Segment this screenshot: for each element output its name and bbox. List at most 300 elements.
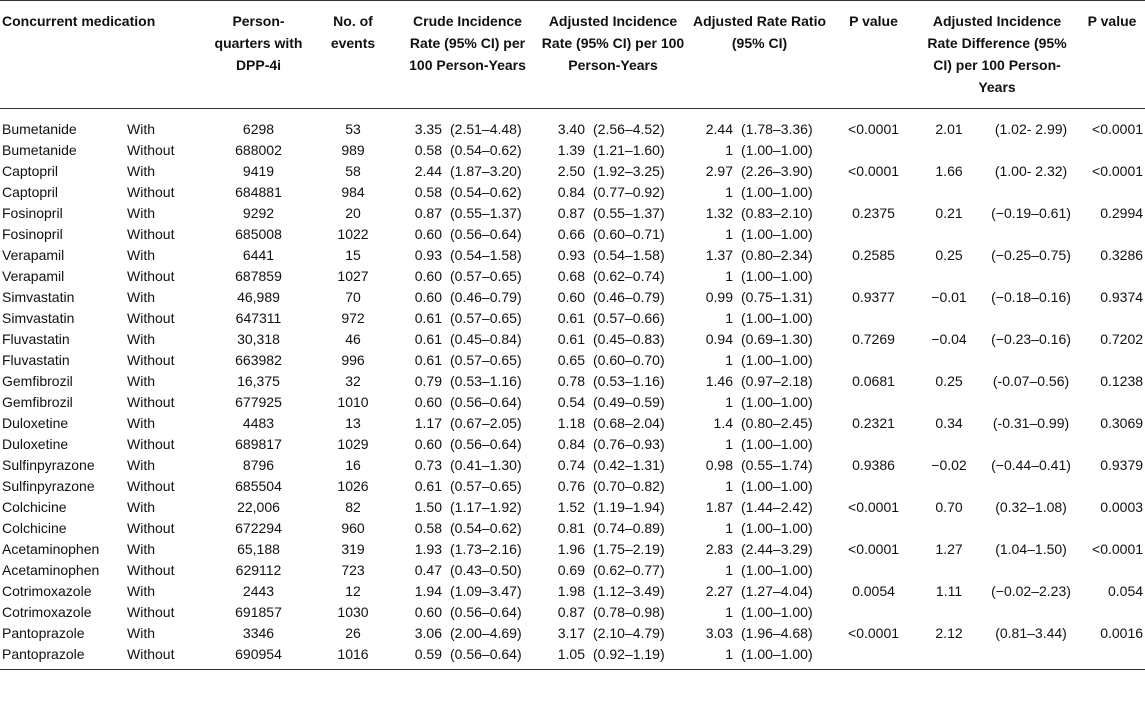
rate-difference-ci-cell: (-0.07–0.56): [992, 373, 1070, 389]
rate-difference-cell: [915, 182, 983, 203]
p-value-2-cell: [1079, 518, 1145, 539]
rate-ratio-cell: 1.4: [713, 415, 733, 431]
table-row: [0, 581, 1145, 602]
drug-cell: Acetaminophen: [2, 541, 100, 557]
drug-cell: Colchicine: [2, 499, 67, 515]
p-value-2-cell: <0.0001: [1092, 163, 1144, 179]
rate-ratio-cell: 1: [725, 142, 733, 158]
table-row: [0, 476, 1145, 497]
rate-difference-ci-cell: [983, 560, 1079, 581]
rate-difference-ci-cell: [983, 266, 1079, 287]
crude-ci-cell: (0.56–0.64): [450, 646, 522, 662]
p-value-1-cell: [832, 644, 915, 670]
p-value-1-cell: [832, 518, 915, 539]
person-quarters-cell: 3346: [242, 625, 275, 641]
adjusted-rate-cell: 0.65: [557, 352, 585, 368]
rate-difference-cell: 2.01: [935, 121, 963, 137]
crude-rate-cell: 0.58: [414, 184, 442, 200]
p-value-2-cell: [1079, 308, 1145, 329]
adjusted-ci-cell: (0.42–1.31): [593, 457, 665, 473]
header-rate-difference: Adjusted Incidence Rate Difference (95% CI) per 100 Person-Years: [927, 13, 1067, 95]
p-value-1-cell: [832, 602, 915, 623]
rate-ratio-cell: 1.32: [705, 205, 733, 221]
rate-ratio-cell: 1: [725, 394, 733, 410]
p-value-1-cell: [832, 392, 915, 413]
drug-cell: Pantoprazole: [2, 625, 85, 641]
p-value-2-cell: 0.7202: [1100, 331, 1144, 347]
crude-ci-cell: (0.57–0.65): [450, 478, 522, 494]
rate-difference-ci-cell: (−0.19–0.61): [991, 205, 1071, 221]
events-cell: 1030: [337, 604, 369, 620]
adjusted-ci-cell: (2.56–4.52): [593, 121, 665, 137]
rate-ratio-cell: 0.94: [705, 331, 733, 347]
exposure-cell: Without: [127, 226, 175, 242]
adjusted-ci-cell: (1.75–2.19): [593, 541, 665, 557]
crude-ci-cell: (0.45–0.84): [450, 331, 522, 347]
person-quarters-cell: 689817: [235, 436, 282, 452]
p-value-2-cell: [1079, 350, 1145, 371]
p-value-2-cell: [1079, 266, 1145, 287]
exposure-cell: With: [127, 625, 155, 641]
crude-ci-cell: (0.57–0.65): [450, 352, 522, 368]
adjusted-ci-cell: (0.76–0.93): [593, 436, 665, 452]
drug-cell: Captopril: [2, 163, 59, 179]
rate-ratio-cell: 1: [725, 436, 733, 452]
events-cell: 984: [341, 184, 365, 200]
events-cell: 1010: [337, 394, 369, 410]
exposure-cell: With: [127, 541, 155, 557]
rate-difference-cell: 0.25: [935, 373, 963, 389]
p-value-2-cell: <0.0001: [1092, 121, 1144, 137]
rate-difference-ci-cell: [983, 518, 1079, 539]
person-quarters-cell: 684881: [235, 184, 282, 200]
adjusted-ci-cell: (0.45–0.83): [593, 331, 665, 347]
crude-rate-cell: 0.60: [414, 604, 442, 620]
rate-ratio-ci-cell: (1.27–4.04): [741, 583, 813, 599]
drug-cell: Verapamil: [2, 247, 65, 263]
rate-difference-ci-cell: (−0.18–0.16): [991, 289, 1071, 305]
person-quarters-cell: 6298: [242, 121, 275, 137]
crude-ci-cell: (0.67–2.05): [450, 415, 522, 431]
rate-difference-cell: 0.34: [935, 415, 963, 431]
person-quarters-cell: 677925: [235, 394, 282, 410]
p-value-1-cell: [832, 308, 915, 329]
adjusted-ci-cell: (0.92–1.19): [593, 646, 665, 662]
adjusted-rate-cell: 2.50: [557, 163, 585, 179]
events-cell: 58: [345, 163, 361, 179]
events-cell: 82: [345, 499, 361, 515]
exposure-cell: Without: [127, 604, 175, 620]
crude-ci-cell: (0.41–1.30): [450, 457, 522, 473]
rate-ratio-cell: 1: [725, 478, 733, 494]
p-value-1-cell: 0.2375: [852, 205, 895, 221]
events-cell: 996: [341, 352, 365, 368]
crude-ci-cell: (0.54–0.62): [450, 520, 522, 536]
table-row: [0, 203, 1145, 224]
rate-difference-cell: [915, 392, 983, 413]
p-value-2-cell: [1079, 644, 1145, 670]
rate-ratio-ci-cell: (1.00–1.00): [741, 394, 813, 410]
rate-difference-ci-cell: (−0.44–0.41): [991, 457, 1071, 473]
adjusted-rate-cell: 0.60: [557, 289, 585, 305]
p-value-2-cell: [1079, 182, 1145, 203]
adjusted-ci-cell: (0.57–0.66): [593, 310, 665, 326]
exposure-cell: Without: [127, 436, 175, 452]
adjusted-rate-cell: 1.18: [557, 415, 585, 431]
rate-difference-ci-cell: [983, 476, 1079, 497]
adjusted-rate-cell: 1.39: [557, 142, 585, 158]
header-adjusted-rate: Adjusted Incidence Rate (95% CI) per 100 Person-Years: [541, 13, 685, 73]
events-cell: 70: [345, 289, 361, 305]
table-row: [0, 266, 1145, 287]
events-cell: 16: [345, 457, 361, 473]
table-row: [0, 109, 1145, 141]
exposure-cell: Without: [127, 394, 175, 410]
table-row: [0, 623, 1145, 644]
rate-ratio-ci-cell: (1.00–1.00): [741, 352, 813, 368]
events-cell: 26: [345, 625, 361, 641]
adjusted-rate-cell: 0.61: [557, 310, 585, 326]
adjusted-rate-cell: 3.40: [557, 121, 585, 137]
person-quarters-cell: 685008: [235, 226, 282, 242]
rate-ratio-ci-cell: (0.97–2.18): [741, 373, 813, 389]
p-value-1-cell: <0.0001: [848, 163, 900, 179]
person-quarters-cell: 6441: [242, 247, 275, 263]
events-cell: 53: [345, 121, 361, 137]
rate-difference-cell: [915, 266, 983, 287]
adjusted-rate-cell: 0.61: [557, 331, 585, 347]
crude-ci-cell: (0.56–0.64): [450, 604, 522, 620]
drug-cell: Cotrimoxazole: [2, 583, 92, 599]
rate-ratio-ci-cell: (2.26–3.90): [741, 163, 813, 179]
crude-ci-cell: (0.43–0.50): [450, 562, 522, 578]
rate-difference-ci-cell: [983, 224, 1079, 245]
p-value-1-cell: 0.2585: [852, 247, 895, 263]
p-value-2-cell: 0.2994: [1100, 205, 1144, 221]
rate-ratio-ci-cell: (0.80–2.34): [741, 247, 813, 263]
rate-ratio-cell: 1: [725, 184, 733, 200]
events-cell: 723: [341, 562, 365, 578]
rate-ratio-ci-cell: (1.00–1.00): [741, 520, 813, 536]
events-cell: 1016: [337, 646, 369, 662]
p-value-1-cell: 0.2321: [852, 415, 895, 431]
rate-difference-ci-cell: (1.04–1.50): [995, 541, 1067, 557]
table-row: [0, 308, 1145, 329]
rate-ratio-cell: 1: [725, 520, 733, 536]
person-quarters-cell: 65,188: [237, 541, 280, 557]
rate-difference-ci-cell: [983, 602, 1079, 623]
rate-difference-cell: 0.21: [935, 205, 963, 221]
rate-ratio-ci-cell: (1.00–1.00): [741, 562, 813, 578]
rate-difference-cell: 2.12: [935, 625, 963, 641]
drug-cell: Fluvastatin: [2, 352, 70, 368]
crude-rate-cell: 0.61: [414, 310, 442, 326]
p-value-2-cell: [1079, 224, 1145, 245]
p-value-2-cell: 0.9379: [1100, 457, 1144, 473]
rate-ratio-ci-cell: (1.00–1.00): [741, 478, 813, 494]
rate-difference-ci-cell: [983, 350, 1079, 371]
rate-ratio-cell: 1: [725, 310, 733, 326]
exposure-cell: Without: [127, 520, 175, 536]
exposure-cell: Without: [127, 184, 175, 200]
crude-rate-cell: 3.06: [414, 625, 442, 641]
p-value-1-cell: [832, 224, 915, 245]
rate-ratio-cell: 0.99: [705, 289, 733, 305]
person-quarters-cell: 691857: [235, 604, 282, 620]
rate-ratio-cell: 2.27: [705, 583, 733, 599]
rate-ratio-ci-cell: (1.78–3.36): [741, 121, 813, 137]
rate-ratio-ci-cell: (2.44–3.29): [741, 541, 813, 557]
person-quarters-cell: 46,989: [237, 289, 280, 305]
table-row: [0, 539, 1145, 560]
rate-difference-cell: [915, 644, 983, 670]
rate-difference-cell: [915, 224, 983, 245]
events-cell: 15: [345, 247, 361, 263]
adjusted-rate-cell: 1.05: [557, 646, 585, 662]
adjusted-ci-cell: (1.19–1.94): [593, 499, 665, 515]
adjusted-ci-cell: (0.53–1.16): [593, 373, 665, 389]
adjusted-ci-cell: (2.10–4.79): [593, 625, 665, 641]
crude-rate-cell: 0.73: [414, 457, 442, 473]
crude-rate-cell: 1.17: [414, 415, 442, 431]
adjusted-ci-cell: (0.77–0.92): [593, 184, 665, 200]
header-row: [0, 1, 1145, 109]
header-p-value-2: P value: [1087, 13, 1137, 29]
p-value-2-cell: [1079, 602, 1145, 623]
person-quarters-cell: 685504: [235, 478, 282, 494]
crude-rate-cell: 0.79: [414, 373, 442, 389]
header-rate-ratio: Adjusted Rate Ratio (95% CI): [693, 13, 827, 51]
events-cell: 1022: [337, 226, 369, 242]
rate-difference-ci-cell: (-0.31–0.99): [992, 415, 1070, 431]
adjusted-ci-cell: (0.78–0.98): [593, 604, 665, 620]
events-cell: 32: [345, 373, 361, 389]
exposure-cell: Without: [127, 352, 175, 368]
events-cell: 1029: [337, 436, 369, 452]
table-row: [0, 371, 1145, 392]
p-value-2-cell: [1079, 140, 1145, 161]
table-row: [0, 287, 1145, 308]
crude-ci-cell: (0.55–1.37): [450, 205, 522, 221]
events-cell: 13: [345, 415, 361, 431]
table-row: [0, 245, 1145, 266]
drug-cell: Fosinopril: [2, 226, 63, 242]
crude-rate-cell: 0.61: [414, 331, 442, 347]
adjusted-ci-cell: (1.12–3.49): [593, 583, 665, 599]
rate-ratio-ci-cell: (1.00–1.00): [741, 310, 813, 326]
crude-ci-cell: (0.56–0.64): [450, 394, 522, 410]
rate-difference-cell: [915, 140, 983, 161]
adjusted-rate-cell: 1.52: [557, 499, 585, 515]
rate-difference-cell: 0.25: [935, 247, 963, 263]
adjusted-rate-cell: 1.96: [557, 541, 585, 557]
rate-ratio-ci-cell: (0.80–2.45): [741, 415, 813, 431]
rate-ratio-cell: 1: [725, 352, 733, 368]
rate-ratio-cell: 1.37: [705, 247, 733, 263]
rate-ratio-ci-cell: (1.00–1.00): [741, 436, 813, 452]
rate-ratio-ci-cell: (1.00–1.00): [741, 226, 813, 242]
crude-ci-cell: (1.73–2.16): [450, 541, 522, 557]
person-quarters-cell: 663982: [235, 352, 282, 368]
adjusted-ci-cell: (0.68–2.04): [593, 415, 665, 431]
exposure-cell: With: [127, 373, 155, 389]
drug-cell: Gemfibrozil: [2, 394, 73, 410]
crude-rate-cell: 0.60: [414, 268, 442, 284]
exposure-cell: With: [127, 583, 155, 599]
rate-difference-cell: 0.70: [935, 499, 963, 515]
rate-ratio-cell: 1.87: [705, 499, 733, 515]
crude-ci-cell: (1.87–3.20): [450, 163, 522, 179]
drug-cell: Pantoprazole: [2, 646, 85, 662]
rate-difference-ci-cell: (1.02- 2.99): [994, 121, 1068, 137]
adjusted-ci-cell: (0.54–1.58): [593, 247, 665, 263]
drug-cell: Duloxetine: [2, 415, 69, 431]
events-cell: 989: [341, 142, 365, 158]
header-crude-rate: Crude Incidence Rate (95% CI) per 100 Person-Years: [409, 13, 526, 73]
adjusted-rate-cell: 0.87: [557, 205, 585, 221]
exposure-cell: Without: [127, 310, 175, 326]
table-row: [0, 329, 1145, 350]
rate-difference-cell: [915, 518, 983, 539]
person-quarters-cell: 8796: [242, 457, 275, 473]
person-quarters-cell: 9292: [242, 205, 275, 221]
rate-ratio-cell: 1.46: [705, 373, 733, 389]
adjusted-ci-cell: (0.74–0.89): [593, 520, 665, 536]
events-cell: 1027: [337, 268, 369, 284]
adjusted-ci-cell: (0.62–0.77): [593, 562, 665, 578]
header-person-quarters: Person-quarters with DPP-4i: [214, 13, 303, 73]
p-value-1-cell: <0.0001: [848, 499, 900, 515]
crude-rate-cell: 0.93: [414, 247, 442, 263]
p-value-1-cell: <0.0001: [848, 541, 900, 557]
drug-cell: Fluvastatin: [2, 331, 70, 347]
table-body: [0, 109, 1145, 670]
events-cell: 972: [341, 310, 365, 326]
rate-ratio-ci-cell: (1.00–1.00): [741, 142, 813, 158]
p-value-1-cell: [832, 434, 915, 455]
rate-ratio-ci-cell: (1.44–2.42): [741, 499, 813, 515]
rate-difference-ci-cell: (−0.02–2.23): [991, 583, 1071, 599]
adjusted-rate-cell: 0.54: [557, 394, 585, 410]
rate-difference-ci-cell: [983, 392, 1079, 413]
p-value-1-cell: [832, 350, 915, 371]
person-quarters-cell: 30,318: [237, 331, 280, 347]
crude-rate-cell: 0.58: [414, 520, 442, 536]
table-row: [0, 434, 1145, 455]
rate-ratio-cell: 0.98: [705, 457, 733, 473]
crude-ci-cell: (0.54–0.62): [450, 184, 522, 200]
person-quarters-cell: 672294: [235, 520, 282, 536]
crude-ci-cell: (0.46–0.79): [450, 289, 522, 305]
person-quarters-cell: 647311: [235, 310, 282, 326]
rate-difference-ci-cell: (0.81–3.44): [995, 625, 1067, 641]
p-value-2-cell: [1079, 476, 1145, 497]
adjusted-ci-cell: (0.46–0.79): [593, 289, 665, 305]
rate-difference-cell: [915, 434, 983, 455]
adjusted-rate-cell: 0.66: [557, 226, 585, 242]
crude-rate-cell: 0.60: [414, 289, 442, 305]
p-value-1-cell: [832, 182, 915, 203]
p-value-1-cell: 0.9386: [852, 457, 895, 473]
crude-ci-cell: (2.00–4.69): [450, 625, 522, 641]
crude-rate-cell: 0.60: [414, 436, 442, 452]
adjusted-rate-cell: 1.98: [557, 583, 585, 599]
rate-difference-cell: [915, 476, 983, 497]
rate-ratio-cell: 1: [725, 268, 733, 284]
events-cell: 46: [345, 331, 361, 347]
adjusted-rate-cell: 0.76: [557, 478, 585, 494]
exposure-cell: With: [127, 499, 155, 515]
adjusted-rate-cell: 0.81: [557, 520, 585, 536]
rate-difference-ci-cell: [983, 140, 1079, 161]
person-quarters-cell: 4483: [242, 415, 275, 431]
rate-difference-ci-cell: [983, 182, 1079, 203]
adjusted-rate-cell: 0.68: [557, 268, 585, 284]
drug-cell: Acetaminophen: [2, 562, 100, 578]
rate-ratio-cell: 2.97: [705, 163, 733, 179]
events-cell: 1026: [337, 478, 369, 494]
exposure-cell: With: [127, 415, 155, 431]
adjusted-rate-cell: 3.17: [557, 625, 585, 641]
crude-ci-cell: (1.09–3.47): [450, 583, 522, 599]
crude-rate-cell: 0.47: [414, 562, 442, 578]
crude-rate-cell: 0.59: [414, 646, 442, 662]
drug-cell: Bumetanide: [2, 121, 77, 137]
rate-difference-cell: [915, 602, 983, 623]
drug-cell: Verapamil: [2, 268, 65, 284]
person-quarters-cell: 690954: [235, 646, 282, 662]
rate-difference-cell: [915, 308, 983, 329]
rate-difference-cell: 1.11: [935, 583, 963, 599]
p-value-2-cell: 0.3069: [1100, 415, 1144, 431]
adjusted-rate-cell: 0.84: [557, 184, 585, 200]
table-row: [0, 560, 1145, 581]
adjusted-ci-cell: (0.60–0.71): [593, 226, 665, 242]
drug-cell: Captopril: [2, 184, 59, 200]
crude-ci-cell: (1.17–1.92): [450, 499, 522, 515]
rate-ratio-cell: 3.03: [705, 625, 733, 641]
crude-ci-cell: (0.56–0.64): [450, 226, 522, 242]
rate-ratio-cell: 1: [725, 604, 733, 620]
drug-cell: Sulfinpyrazone: [2, 457, 95, 473]
drug-cell: Duloxetine: [2, 436, 69, 452]
person-quarters-cell: 16,375: [237, 373, 280, 389]
exposure-cell: Without: [127, 268, 175, 284]
exposure-cell: Without: [127, 646, 175, 662]
adjusted-ci-cell: (0.62–0.74): [593, 268, 665, 284]
exposure-cell: Without: [127, 142, 175, 158]
rate-difference-cell: 1.66: [935, 163, 963, 179]
p-value-2-cell: <0.0001: [1092, 541, 1144, 557]
adjusted-ci-cell: (1.92–3.25): [593, 163, 665, 179]
rate-ratio-cell: 1: [725, 562, 733, 578]
crude-ci-cell: (0.57–0.65): [450, 268, 522, 284]
rate-ratio-ci-cell: (1.00–1.00): [741, 184, 813, 200]
exposure-cell: With: [127, 121, 155, 137]
drug-cell: Bumetanide: [2, 142, 77, 158]
person-quarters-cell: 22,006: [237, 499, 280, 515]
table-row: [0, 350, 1145, 371]
person-quarters-cell: 9419: [242, 163, 275, 179]
rate-difference-ci-cell: (−0.25–0.75): [991, 247, 1071, 263]
rate-ratio-ci-cell: (0.69–1.30): [741, 331, 813, 347]
exposure-cell: With: [127, 163, 155, 179]
p-value-2-cell: [1079, 392, 1145, 413]
p-value-2-cell: 0.3286: [1100, 247, 1144, 263]
rate-ratio-ci-cell: (1.00–1.00): [741, 604, 813, 620]
exposure-cell: With: [127, 289, 155, 305]
rate-ratio-cell: 2.83: [705, 541, 733, 557]
